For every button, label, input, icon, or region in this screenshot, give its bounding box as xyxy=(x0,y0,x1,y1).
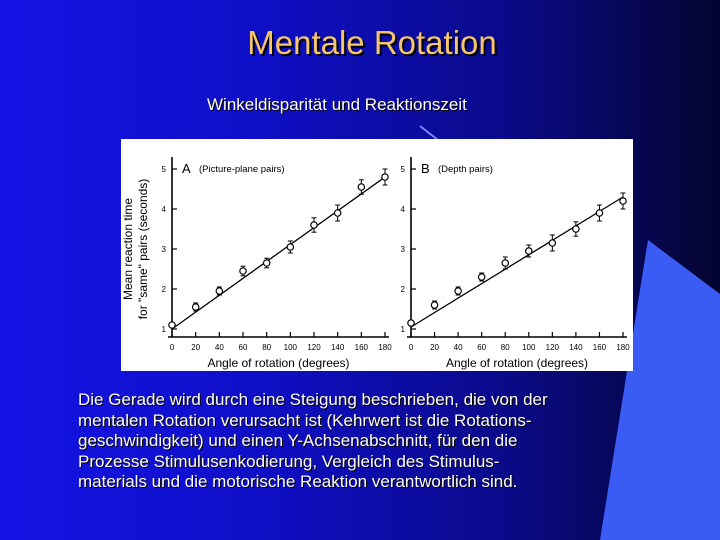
panel-a-y-tick-label: 3 xyxy=(161,245,166,254)
panel-b-y-tick-label: 2 xyxy=(400,285,405,294)
panel-b-data-point xyxy=(526,248,532,254)
panel-a-data-point xyxy=(192,304,198,310)
panel-b-data-point xyxy=(573,226,579,232)
panel-a-data-point xyxy=(358,184,364,190)
panel-a-x-tick-label: 160 xyxy=(354,343,369,352)
panel-b-data-point xyxy=(431,302,437,308)
panel-b-x-axis-label: Angle of rotation (degrees) xyxy=(445,356,589,370)
panel-a-y-tick-label: 1 xyxy=(161,325,166,334)
panel-a-label: A xyxy=(182,161,191,176)
panel-b-data-point xyxy=(478,274,484,280)
panel-b-x-tick-label: 40 xyxy=(453,343,463,352)
body-line: Prozesse Stimulusenkodierung, Vergleich des Stimulus- xyxy=(78,451,500,471)
panel-b-fit-line xyxy=(411,197,623,327)
panel-a-x-tick-label: 80 xyxy=(262,343,272,352)
panel-a-x-tick-label: 40 xyxy=(214,343,224,352)
panel-a-x-tick-label: 180 xyxy=(378,343,392,352)
body-line: geschwindigkeit) und einen Y-Achsenabschnitt, für den die xyxy=(78,431,518,450)
panel-a-y-tick-label: 2 xyxy=(161,285,166,294)
panel-b-x-tick-label: 140 xyxy=(569,343,583,352)
panel-b-y-tick-label: 4 xyxy=(400,205,405,214)
panel-b-x-tick-label: 0 xyxy=(408,343,414,352)
panel-b-x-tick-label: 160 xyxy=(592,343,607,352)
panel-b-data-point xyxy=(502,260,508,266)
panel-b-y-tick-label: 1 xyxy=(400,325,405,334)
panel-b-x-tick-label: 100 xyxy=(522,343,536,352)
panel-a-name: (Picture-plane pairs) xyxy=(199,164,285,175)
panel-a-fit-line xyxy=(172,177,385,329)
panel-a-data-point xyxy=(287,244,293,250)
panel-b-x-tick-label: 120 xyxy=(545,343,560,352)
panel-b-data-point xyxy=(408,320,414,326)
figure-panel xyxy=(121,139,633,371)
panel-a-x-tick-label: 20 xyxy=(191,343,201,352)
body-line: materials und die motorische Reaktion verantwortlich sind. xyxy=(78,472,518,491)
panel-a-data-point xyxy=(311,222,317,228)
panel-a-x-tick-label: 60 xyxy=(238,343,248,352)
panel-a-x-tick-label: 100 xyxy=(283,343,298,352)
panel-b-data-point xyxy=(620,198,626,204)
panel-b-x-tick-label: 60 xyxy=(477,343,487,352)
panel-a-data-point xyxy=(216,288,222,294)
panel-b-y-tick-label: 5 xyxy=(400,165,405,174)
panel-a-x-tick-label: 0 xyxy=(169,343,175,352)
body-line: Die Gerade wird durch eine Steigung beschrieben, die von der xyxy=(78,390,548,409)
panel-a-data-point xyxy=(263,260,269,266)
panel-b-data-point xyxy=(455,288,461,294)
panel-a-y-axis-label: for "same" pairs (seconds) xyxy=(136,178,150,320)
panel-b-label: B xyxy=(421,161,430,176)
panel-b-y-tick-label: 3 xyxy=(400,245,405,254)
panel-a-x-tick-label: 120 xyxy=(307,343,321,352)
panel-a-data-point xyxy=(240,268,246,274)
panel-a-data-point xyxy=(382,174,388,180)
panel-b-x-tick-label: 80 xyxy=(500,343,510,352)
body-text xyxy=(78,390,658,493)
panel-a-data-point xyxy=(334,210,340,216)
panel-b-x-tick-label: 20 xyxy=(430,343,440,352)
panel-b-data-point xyxy=(596,210,602,216)
panel-a-x-tick-label: 140 xyxy=(330,343,345,352)
panel-a-data-point xyxy=(169,322,175,328)
panel-b-data-point xyxy=(549,240,555,246)
panel-b-name: (Depth pairs) xyxy=(438,164,493,175)
body-line: mentalen Rotation verursacht ist (Kehrwert ist die Rotations- xyxy=(78,410,532,430)
slide-subtitle: Winkeldisparität und Reaktionszeit xyxy=(207,95,467,114)
reaction-time-chart xyxy=(121,139,633,371)
panel-a-y-tick-label: 5 xyxy=(161,165,166,174)
panel-a-x-axis-label: Angle of rotation (degrees) xyxy=(207,356,350,370)
panel-a-y-tick-label: 4 xyxy=(161,205,166,214)
panel-a-y-axis-label: Mean reaction time xyxy=(121,197,135,301)
slide-title: Mentale Rotation xyxy=(247,24,497,61)
panel-b-x-tick-label: 180 xyxy=(616,343,630,352)
